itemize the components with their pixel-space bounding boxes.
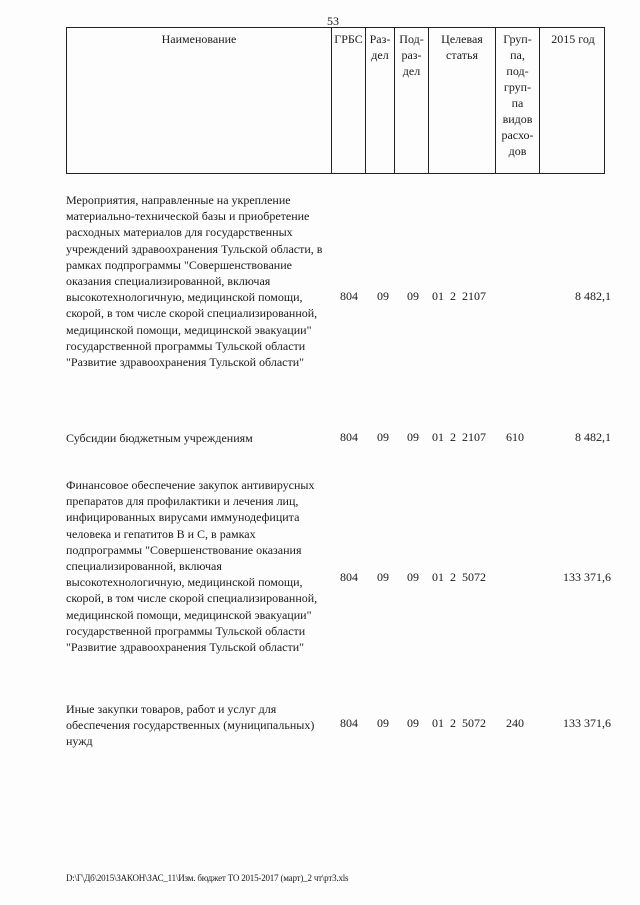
row-podrazdel: 09: [407, 289, 419, 303]
row-grbs: 804: [340, 716, 358, 730]
row-name: Финансовое обеспечение закупок антивирусных препаратов для профилактики и лечения лиц, инфицированных вирусами иммунодефицита человека и гепатитов B и C, в рамках подпрограммы "Совершенствование оказания специализированной, включая высокотехнологичную, медицинской помощи, скорой, в том числе скорой специализированной, медицинской помощи, медицинской эвакуации" государственной программы Тульской области "Развитие здравоохранения Тульской области": [66, 478, 318, 655]
row-amount: 8 482,1: [575, 430, 611, 444]
header-podrazdel: Под- раз- дел: [394, 28, 428, 173]
row-target-article: 01 2 2107: [432, 430, 486, 444]
row-name: Мероприятия, направленные на укрепление материально-технической базы и приобретение расходных материалов для государственных учреждений здравоохранения Тульской области, в рамках подпрограммы "Совершенствование оказания специализированной, включая высокотехнологичную, медицинской помощи, скорой, в том числе скорой специализированной, медицинской помощи, медицинской эвакуации" государственной программы Тульской области "Развитие здравоохранения Тульской области": [66, 193, 323, 370]
row-name: Субсидии бюджетным учреждениям: [66, 431, 253, 445]
row-amount: 8 482,1: [575, 289, 611, 303]
row-grbs: 804: [340, 570, 358, 584]
header-name: Наименование: [161, 32, 237, 46]
row-grbs: 804: [340, 289, 358, 303]
header-year: 2015 год: [539, 28, 606, 173]
row-podrazdel: 09: [407, 570, 419, 584]
row-expense-group: 610: [506, 430, 524, 444]
row-target-article: 01 2 5072: [432, 570, 486, 584]
row-razdel: 09: [377, 430, 389, 444]
header-grbs: ГРБС: [331, 28, 365, 173]
row-razdel: 09: [377, 570, 389, 584]
row-grbs: 804: [340, 430, 358, 444]
row-podrazdel: 09: [407, 716, 419, 730]
row-target-article: 01 2 2107: [432, 289, 486, 303]
row-name: Иные закупки товаров, работ и услуг для обеспечения государственных (муниципальных) нужд: [66, 702, 315, 749]
table-header: [66, 27, 605, 174]
header-target-article: Целевая статья: [428, 28, 495, 173]
page-number: 53: [327, 14, 339, 28]
row-podrazdel: 09: [407, 430, 419, 444]
row-razdel: 09: [377, 716, 389, 730]
row-target-article: 01 2 5072: [432, 716, 486, 730]
row-amount: 133 371,6: [563, 570, 611, 584]
row-amount: 133 371,6: [563, 716, 611, 730]
header-razdel: Раз- дел: [365, 28, 394, 173]
file-path-footer: D:\Г\Дб\2015\ЗАКОН\ЗАС_11\Изм. бюджет ТО 2015-2017 (март)_2 чт\рт3.xls: [66, 873, 349, 883]
row-expense-group: 240: [506, 716, 524, 730]
header-expense-group: Груп- па, под- груп- па видов расхо- дов: [495, 28, 539, 173]
row-razdel: 09: [377, 289, 389, 303]
